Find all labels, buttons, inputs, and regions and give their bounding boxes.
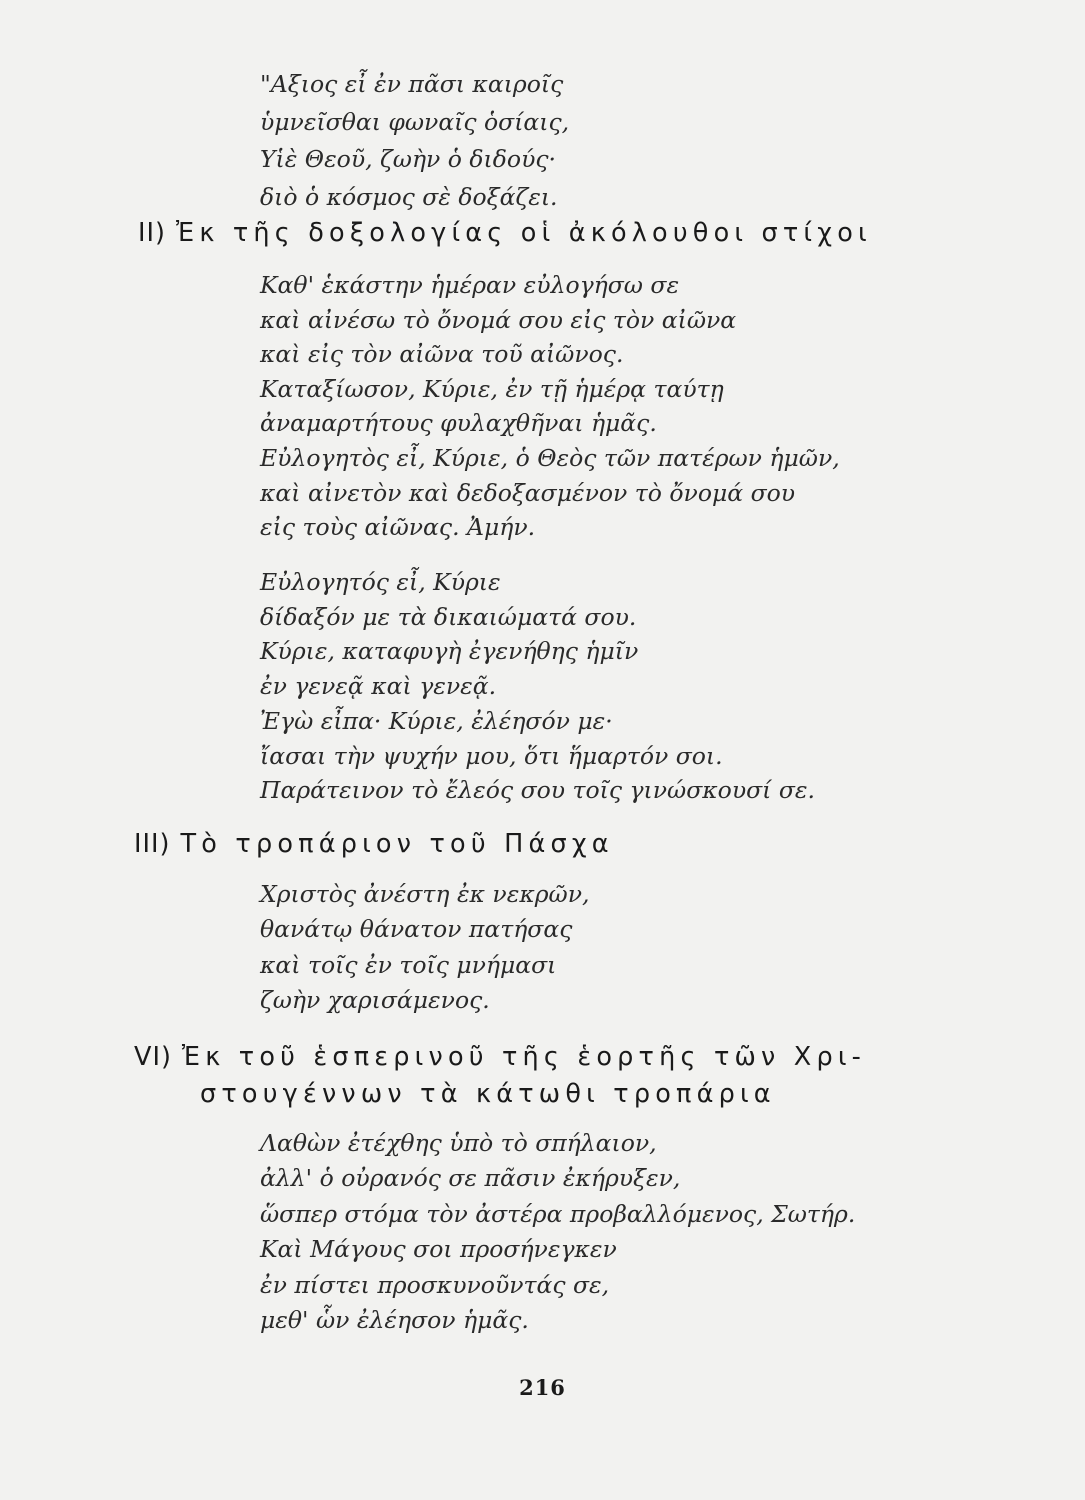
verse-line: καὶ αἰνέσω τὸ ὄνομά σου εἰς τὸν αἰῶνα	[260, 305, 737, 334]
verse-line: θανάτῳ θάνατον πατήσας	[260, 915, 573, 944]
verse-line: Κύριε, καταφυγὴ ἐγενήθης ἡμῖν	[260, 637, 639, 666]
verse-line: Εὐλογητός εἶ, Κύριε	[260, 568, 501, 596]
intro-verse	[260, 66, 569, 216]
section-number: VI)	[134, 1042, 172, 1072]
verse-line: Λαθὼν ἐτέχθης ὑπὸ τὸ σπήλαιον,	[260, 1129, 657, 1157]
verse-line: ἀναμαρτήτους φυλαχθῆναι ἡμᾶς.	[260, 409, 657, 438]
section-heading-3	[134, 829, 614, 859]
section-2-verse-a	[260, 268, 840, 545]
verse-line: ἴασαι τὴν ψυχήν μου, ὅτι ἥμαρτόν σοι.	[260, 741, 723, 770]
verse-line: Εὐλογητὸς εἶ, Κύριε, ὁ Θεὸς τῶν πατέρων ἡμῶν,	[260, 443, 840, 472]
page-number: 216	[519, 1375, 566, 1400]
section-title-line-1: VI) Ἐκ τοῦ ἑσπερινοῦ τῆς ἑορτῆς τῶν Χρι-	[134, 1042, 867, 1072]
section-heading-6	[134, 1039, 866, 1113]
verse-line: ὥσπερ στόμα τὸν ἀστέρα προβαλλόμενος, Σωτήρ.	[260, 1199, 856, 1228]
verse-line: ἀλλ' ὁ οὐρανός σε πᾶσιν ἐκήρυξεν,	[260, 1164, 681, 1193]
verse-line: Υἱὲ Θεοῦ, ζωὴν ὁ διδούς·	[260, 145, 556, 173]
verse-line: Χριστὸς ἀνέστη ἐκ νεκρῶν,	[260, 880, 590, 908]
section-number: III)	[134, 829, 171, 859]
verse-line: ὑμνεῖσθαι φωναῖς ὁσίαις,	[260, 107, 570, 136]
verse-line: Ἐγὼ εἶπα· Κύριε, ἐλέησόν με·	[260, 706, 613, 735]
verse-line: καὶ αἰνετὸν καὶ δεδοξασμένον τὸ ὄνομά σου	[260, 478, 796, 507]
section-number: II)	[138, 218, 166, 248]
section-3-verse	[260, 877, 589, 1018]
section-title: Τὸ τροπάριον τοῦ Πάσχα	[180, 829, 614, 859]
section-heading-2	[138, 218, 872, 248]
verse-line: Καὶ Μάγους σοι προσήνεγκεν	[260, 1235, 617, 1264]
section-title: Ἐκ τῆς δοξολογίας οἱ ἀκόλουθοι στίχοι	[176, 218, 872, 248]
verse-line: ἐν γενεᾷ καὶ γενεᾷ.	[260, 672, 497, 701]
section-title-line-2: στουγέννων τὰ κάτωθι τροπάρια	[200, 1079, 776, 1109]
verse-line: Καθ' ἑκάστην ἡμέραν εὐλογήσω σε	[260, 271, 680, 299]
verse-line: "Αξιος εἶ ἐν πᾶσι καιροῖς	[260, 70, 564, 98]
verse-line: καὶ τοῖς ἐν τοῖς μνήμασι	[260, 950, 557, 979]
verse-line: μεθ' ὧν ἐλέησον ἡμᾶς.	[260, 1306, 529, 1335]
verse-line: εἰς τοὺς αἰῶνας. Ἀμήν.	[260, 513, 536, 542]
verse-line: διὸ ὁ κόσμος σὲ δοξάζει.	[260, 182, 558, 211]
section-6-verse	[260, 1126, 855, 1338]
verse-line: Παράτεινον τὸ ἔλεός σου τοῖς γινώσκουσί σε.	[260, 776, 815, 805]
section-2-verse-b	[260, 565, 815, 808]
verse-line: ζωὴν χαρισάμενος.	[260, 985, 490, 1014]
verse-line: ἐν πίστει προσκυνοῦντάς σε,	[260, 1270, 610, 1299]
verse-line: Καταξίωσον, Κύριε, ἐν τῇ ἡμέρᾳ ταύτῃ	[260, 374, 724, 403]
verse-line: καὶ εἰς τὸν αἰῶνα τοῦ αἰῶνος.	[260, 340, 624, 369]
verse-line: δίδαξόν με τὰ δικαιώματά σου.	[260, 602, 637, 631]
